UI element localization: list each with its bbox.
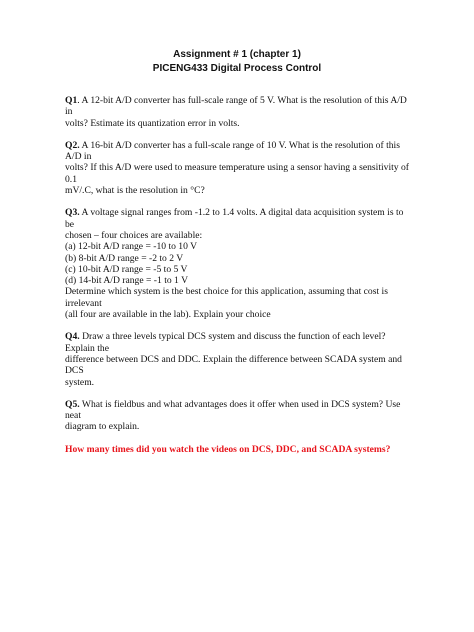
- choice-a: (a) 12-bit A/D range = -10 to 10 V: [65, 241, 198, 253]
- question-q1: [65, 95, 410, 129]
- question-text: Determine which system is the best choice for this application, assuming that cost is irrelevant: [65, 286, 388, 309]
- question-line: [65, 331, 410, 354]
- choice-d: (d) 14-bit A/D range = -1 to 1 V: [65, 275, 189, 287]
- question-text: system.: [65, 376, 95, 388]
- questions-list: [65, 95, 410, 455]
- question-q5: [65, 399, 410, 433]
- question-text: What is fieldbus and what advantages does it offer when used in DCS system? Use neat: [65, 398, 401, 422]
- highlighted-question: How many times did you watch the videos on DCS, DDC, and SCADA systems?: [65, 443, 391, 455]
- question-text: diagram to explain.: [65, 421, 140, 433]
- question-label: Q2.: [65, 139, 80, 151]
- choice-c: (c) 10-bit A/D range = -5 to 5 V: [65, 263, 188, 275]
- question-q4: [65, 331, 410, 387]
- question-label: Q3.: [65, 207, 80, 219]
- question-label: Q1: [65, 95, 78, 106]
- question-text: difference between DCS and DDC. Explain the difference between SCADA system and DCS: [65, 353, 402, 377]
- question-line: [65, 95, 410, 118]
- question-text: Draw a three levels typical DCS system and discuss the function of each level? Explain the: [65, 331, 386, 354]
- question-text: volts? Estimate its quantization error in volts.: [65, 117, 240, 129]
- assignment-title: Assignment # 1 (chapter 1): [173, 49, 301, 60]
- question-q3: [65, 207, 410, 320]
- course-title: PICENG433 Digital Process Control: [152, 63, 322, 74]
- question-label: Q4.: [65, 331, 80, 343]
- question-line: [65, 207, 410, 230]
- question-line: [65, 399, 410, 422]
- question-text: (all four are available in the lab). Explain your choice: [65, 309, 271, 321]
- question-text: . A 12-bit A/D converter has full-scale range of 5 V. What is the resolution of this A/D in: [65, 95, 407, 118]
- question-text: chosen – four choices are available:: [65, 229, 203, 241]
- question-text: A voltage signal ranges from -1.2 to 1.4 volts. A digital data acquisition system is to be: [65, 207, 404, 230]
- question-q2: [65, 140, 410, 196]
- question-label: Q5.: [65, 398, 80, 410]
- question-text: mV/.C, what is the resolution in °C?: [65, 185, 205, 197]
- question-text: A 16-bit A/D converter has a full-scale range of 10 V. What is the resolution of this A/D in: [65, 139, 400, 163]
- document-header: [0, 48, 474, 76]
- question-text: volts? If this A/D were used to measure temperature using a sensor having a sensitivity of 0.1: [65, 162, 409, 185]
- choice-b: (b) 8-bit A/D range = -2 to 2 V: [65, 252, 184, 264]
- question-line: [65, 140, 410, 163]
